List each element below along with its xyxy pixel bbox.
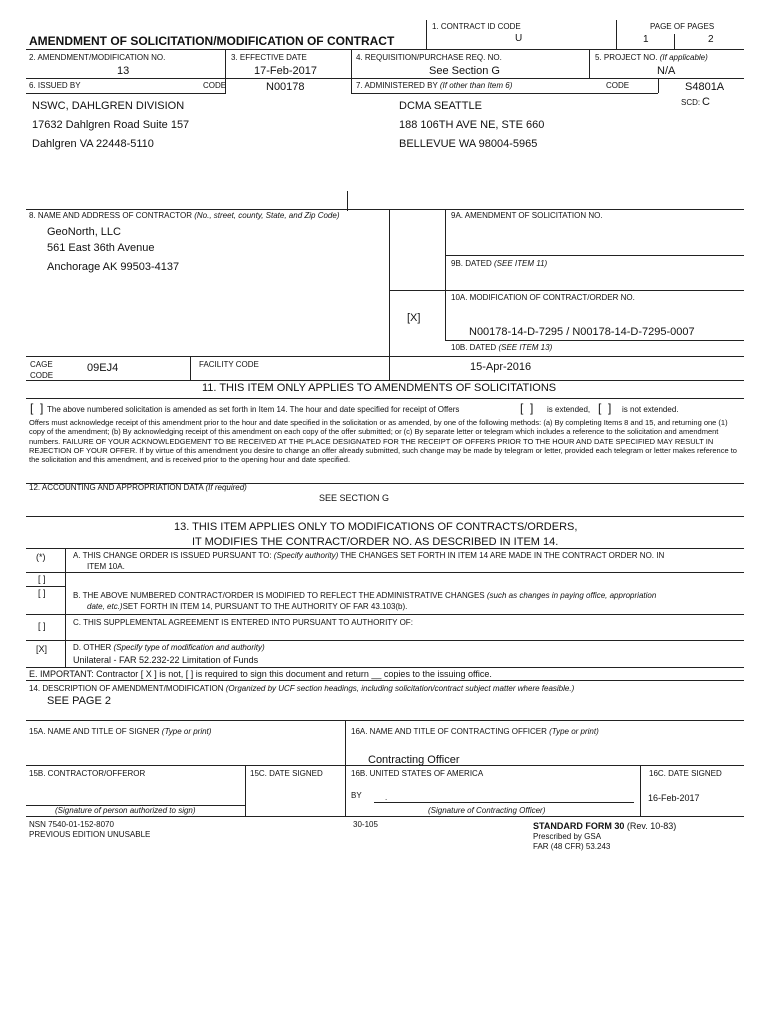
solicitation-no-label: 9A. AMENDMENT OF SOLICITATION NO. bbox=[451, 211, 603, 220]
officer-title-value: Contracting Officer bbox=[368, 754, 460, 766]
scd-label: SCD: bbox=[681, 98, 701, 107]
modification-no-label: 10A. MODIFICATION OF CONTRACT/ORDER NO. bbox=[451, 293, 635, 302]
item-13b-note: (such as changes in paying office, appropriation bbox=[486, 591, 657, 600]
requisition-value: See Section G bbox=[429, 65, 500, 77]
contract-id-label: 1. CONTRACT ID CODE bbox=[432, 22, 521, 31]
description-label bbox=[29, 685, 574, 693]
item-e-label: E. IMPORTANT: Contractor bbox=[29, 669, 139, 679]
description-label-note: (Organized by UCF section headings, including solicitation/contract subject matter where feasible.) bbox=[225, 684, 575, 693]
item-13c-checkbox: [ ] bbox=[38, 621, 46, 631]
item-13b-line-2 bbox=[87, 603, 407, 611]
item-13b-line-1 bbox=[73, 592, 656, 600]
project-no-value: N/A bbox=[657, 65, 676, 77]
project-no-label bbox=[595, 54, 708, 62]
issuer-street: 17632 Dahlgren Road Suite 157 bbox=[32, 119, 190, 131]
cage-label-1: CAGE bbox=[30, 360, 53, 369]
previous-edition-note: PREVIOUS EDITION UNUSABLE bbox=[29, 830, 151, 839]
contractor-signature-caption: (Signature of person authorized to sign) bbox=[55, 806, 196, 815]
issued-by-label: 6. ISSUED BY bbox=[29, 81, 81, 90]
administered-by-text: 7. ADMINISTERED BY bbox=[356, 81, 438, 90]
issuer-code-value: N00178 bbox=[266, 81, 305, 93]
item-13a-tail: THE CHANGES SET FORTH IN ITEM 14 ARE MADE IN THE CONTRACT ORDER NO. IN bbox=[340, 551, 665, 560]
amendment-no-value: 13 bbox=[117, 65, 130, 77]
item-13d-authority: Unilateral - FAR 52.232-22 Limitation of Funds bbox=[73, 655, 259, 665]
accounting-label-text: 12. ACCOUNTING AND APPROPRIATION DATA bbox=[29, 483, 204, 492]
by-label: BY bbox=[351, 791, 362, 800]
officer-date-label: 16C. DATE SIGNED bbox=[649, 769, 722, 778]
contractor-label bbox=[29, 212, 340, 220]
far-reference: FAR (48 CFR) 53.243 bbox=[533, 842, 611, 851]
effective-date-value: 17-Feb-2017 bbox=[254, 65, 317, 77]
officer-date-value: 16-Feb-2017 bbox=[648, 793, 700, 803]
modification-dated-label bbox=[451, 344, 552, 352]
amendment-no-label: 2. AMENDMENT/MODIFICATION NO. bbox=[29, 53, 166, 62]
admin-city: BELLEVUE WA 98004-5965 bbox=[399, 138, 538, 150]
item-11-title: 11. THIS ITEM ONLY APPLIES TO AMENDMENTS OF SOLICITATIONS bbox=[202, 382, 557, 394]
item-e-tail: copies to the issuing office. bbox=[383, 669, 492, 679]
issuer-city: Dahlgren VA 22448-5110 bbox=[32, 138, 154, 150]
facility-code-label: FACILITY CODE bbox=[199, 360, 259, 369]
item-13a-line-1 bbox=[73, 552, 664, 560]
standard-form-revision: (Rev. 10-83) bbox=[626, 821, 677, 831]
contractor-offeror-label: 15B. CONTRACTOR/OFFEROR bbox=[29, 769, 146, 778]
total-pages: 2 bbox=[708, 34, 714, 45]
standard-form-name: STANDARD FORM 30 bbox=[533, 821, 625, 831]
item-13b-tail: SET FORTH IN ITEM 14, PURSUANT TO THE AUTHORITY OF FAR 43.103(b). bbox=[122, 602, 408, 611]
signer-name-text: 15A. NAME AND TITLE OF SIGNER bbox=[29, 727, 160, 736]
officer-name-label bbox=[351, 728, 599, 736]
admin-name: DCMA SEATTLE bbox=[399, 100, 482, 112]
item-11-line-1: The above numbered solicitation is amended as set forth in Item 14. The hour and date specified for receipt of Offers bbox=[47, 405, 460, 414]
effective-date-label: 3. EFFECTIVE DATE bbox=[231, 53, 307, 62]
contractor-date-label: 15C. DATE SIGNED bbox=[250, 769, 323, 778]
item-e-not-required: [ X ] is not, bbox=[140, 669, 184, 679]
officer-signature-line bbox=[374, 802, 634, 803]
item-13c-text: C. THIS SUPPLEMENTAL AGREEMENT IS ENTERED INTO PURSUANT TO AUTHORITY OF: bbox=[73, 618, 413, 627]
solicitation-dated-label bbox=[451, 260, 547, 268]
nsn-number: NSN 7540-01-152-8070 bbox=[29, 820, 114, 829]
offers-extended-checkbox: [ ] bbox=[520, 401, 534, 415]
item-13d-note: (Specify type of modification and authority) bbox=[113, 643, 265, 652]
item-13b-text: B. THE ABOVE NUMBERED CONTRACT/ORDER IS MODIFIED TO REFLECT THE ADMINISTRATIVE CHANGES bbox=[73, 591, 485, 600]
item-13b-checkbox: [ ] bbox=[38, 588, 46, 598]
item-13d-checkbox: [X] bbox=[36, 644, 48, 654]
item-e-required: [ ] is required to sign this document and return bbox=[185, 669, 369, 679]
contractor-label-note: (No., street, county, State, and Zip Code) bbox=[194, 211, 340, 220]
item-13a-text: A. THIS CHANGE ORDER IS ISSUED PURSUANT TO: bbox=[73, 551, 272, 560]
contractor-address-1: 561 East 36th Avenue bbox=[47, 242, 155, 254]
modification-dated-text: 10B. DATED bbox=[451, 343, 497, 352]
modification-no-value: N00178-14-D-7295 / N00178-14-D-7295-0007 bbox=[469, 326, 695, 338]
issuer-code-label: CODE bbox=[203, 81, 227, 90]
item-11-instructions: Offers must acknowledge receipt of this amendment prior to the hour and date specified in the solicitation or as amended, by one of the following methods: (a) By completing Items 8 and 15, and returning one (1) copy of the amendment; (b) By acknowledging receipt of this amendment on each copy of the offer submitted; or (c) By separate letter or telegram which includes a reference to the solicitation and amendment numbers. FAILURE OF YOUR ACKNOWLEDGEMENT TO BE RECEIVED AT THE PLACE DESIGNATED FOR THE RECEIPT OF OFFERS PRIOR TO THE HOUR AND DATE SPECIFIED MAY RESULT IN REJECTION OF YOUR OFFER. If by virtue of this amendment you desire to change an offer already submitted, such change may be made by telegram or letter, provided each telegram or letter makes reference to the solicitation and this amendment, and is received prior to the opening hour and date specified. bbox=[29, 418, 737, 465]
project-no-label-note: (If applicable) bbox=[659, 53, 708, 62]
form-title: AMENDMENT OF SOLICITATION/MODIFICATION OF CONTRACT bbox=[29, 34, 395, 48]
item-13-star-marker: (*) bbox=[36, 552, 46, 562]
item-13a-line-2: ITEM 10A. bbox=[87, 562, 125, 571]
signer-name-note: (Type or print) bbox=[161, 727, 212, 736]
solicitation-amended-checkbox: [ ] bbox=[30, 401, 44, 415]
form-code: 30-105 bbox=[353, 820, 378, 829]
page-of-pages-label: PAGE OF PAGES bbox=[650, 22, 715, 31]
item-e-line bbox=[29, 670, 492, 679]
description-value: SEE PAGE 2 bbox=[47, 695, 111, 707]
standard-form-label bbox=[533, 822, 676, 831]
signer-name-label bbox=[29, 728, 211, 736]
contractor-name: GeoNorth, LLC bbox=[47, 226, 121, 238]
admin-code-label: CODE bbox=[606, 81, 630, 90]
item-13d-text: D. OTHER bbox=[73, 643, 112, 652]
cage-code-value: 09EJ4 bbox=[87, 362, 119, 374]
contractor-address-2: Anchorage AK 99503-4137 bbox=[47, 261, 180, 273]
item-13d-line-1 bbox=[73, 644, 265, 652]
solicitation-dated-text: 9B. DATED bbox=[451, 259, 492, 268]
item-e-copies-blank: __ bbox=[371, 669, 382, 679]
contract-id-value: U bbox=[515, 33, 523, 44]
offers-not-extended-label: is not extended. bbox=[622, 405, 679, 414]
solicitation-dated-note: (SEE ITEM 11) bbox=[493, 259, 548, 268]
offers-not-extended-checkbox: [ ] bbox=[598, 401, 612, 415]
officer-name-text: 16A. NAME AND TITLE OF CONTRACTING OFFICER bbox=[351, 727, 547, 736]
requisition-label: 4. REQUISITION/PURCHASE REQ. NO. bbox=[356, 53, 502, 62]
item-13b-note-2: date, etc.) bbox=[87, 602, 123, 611]
officer-name-note: (Type or print) bbox=[549, 727, 599, 736]
project-no-label-text: 5. PROJECT NO. bbox=[595, 53, 658, 62]
item-13-title-line-2: IT MODIFIES THE CONTRACT/ORDER NO. AS DESCRIBED IN ITEM 14. bbox=[192, 536, 559, 548]
admin-code-value: S4801A bbox=[685, 81, 725, 93]
modification-checkbox: [X] bbox=[407, 312, 421, 324]
prescribed-by: Prescribed by GSA bbox=[533, 832, 602, 841]
item-13a-checkbox: [ ] bbox=[38, 574, 46, 584]
administered-by-note: (If other than Item 6) bbox=[439, 81, 513, 90]
accounting-value: SEE SECTION G bbox=[319, 493, 390, 503]
page-number: 1 bbox=[643, 34, 649, 45]
administered-by-label bbox=[356, 82, 512, 90]
item-13-title-line-1: 13. THIS ITEM APPLIES ONLY TO MODIFICATIONS OF CONTRACTS/ORDERS, bbox=[174, 521, 578, 533]
modification-dated-note: (SEE ITEM 13) bbox=[498, 343, 553, 352]
offers-extended-label: is extended, bbox=[547, 405, 591, 414]
usa-label: 16B. UNITED STATES OF AMERICA bbox=[351, 769, 484, 778]
signature-dot: . bbox=[385, 793, 388, 802]
item-13a-note: (Specify authority) bbox=[273, 551, 339, 560]
accounting-label bbox=[29, 484, 247, 492]
admin-street: 188 106TH AVE NE, STE 660 bbox=[399, 119, 545, 131]
modification-dated-value: 15-Apr-2016 bbox=[470, 361, 532, 373]
description-label-text: 14. DESCRIPTION OF AMENDMENT/MODIFICATION bbox=[29, 684, 224, 693]
scd-value: C bbox=[702, 96, 710, 108]
accounting-label-note: (If required) bbox=[205, 483, 247, 492]
contractor-label-text: 8. NAME AND ADDRESS OF CONTRACTOR bbox=[29, 211, 192, 220]
issuer-name: NSWC, DAHLGREN DIVISION bbox=[32, 100, 185, 112]
officer-signature-caption: (Signature of Contracting Officer) bbox=[428, 806, 546, 815]
cage-label-2: CODE bbox=[30, 371, 54, 380]
